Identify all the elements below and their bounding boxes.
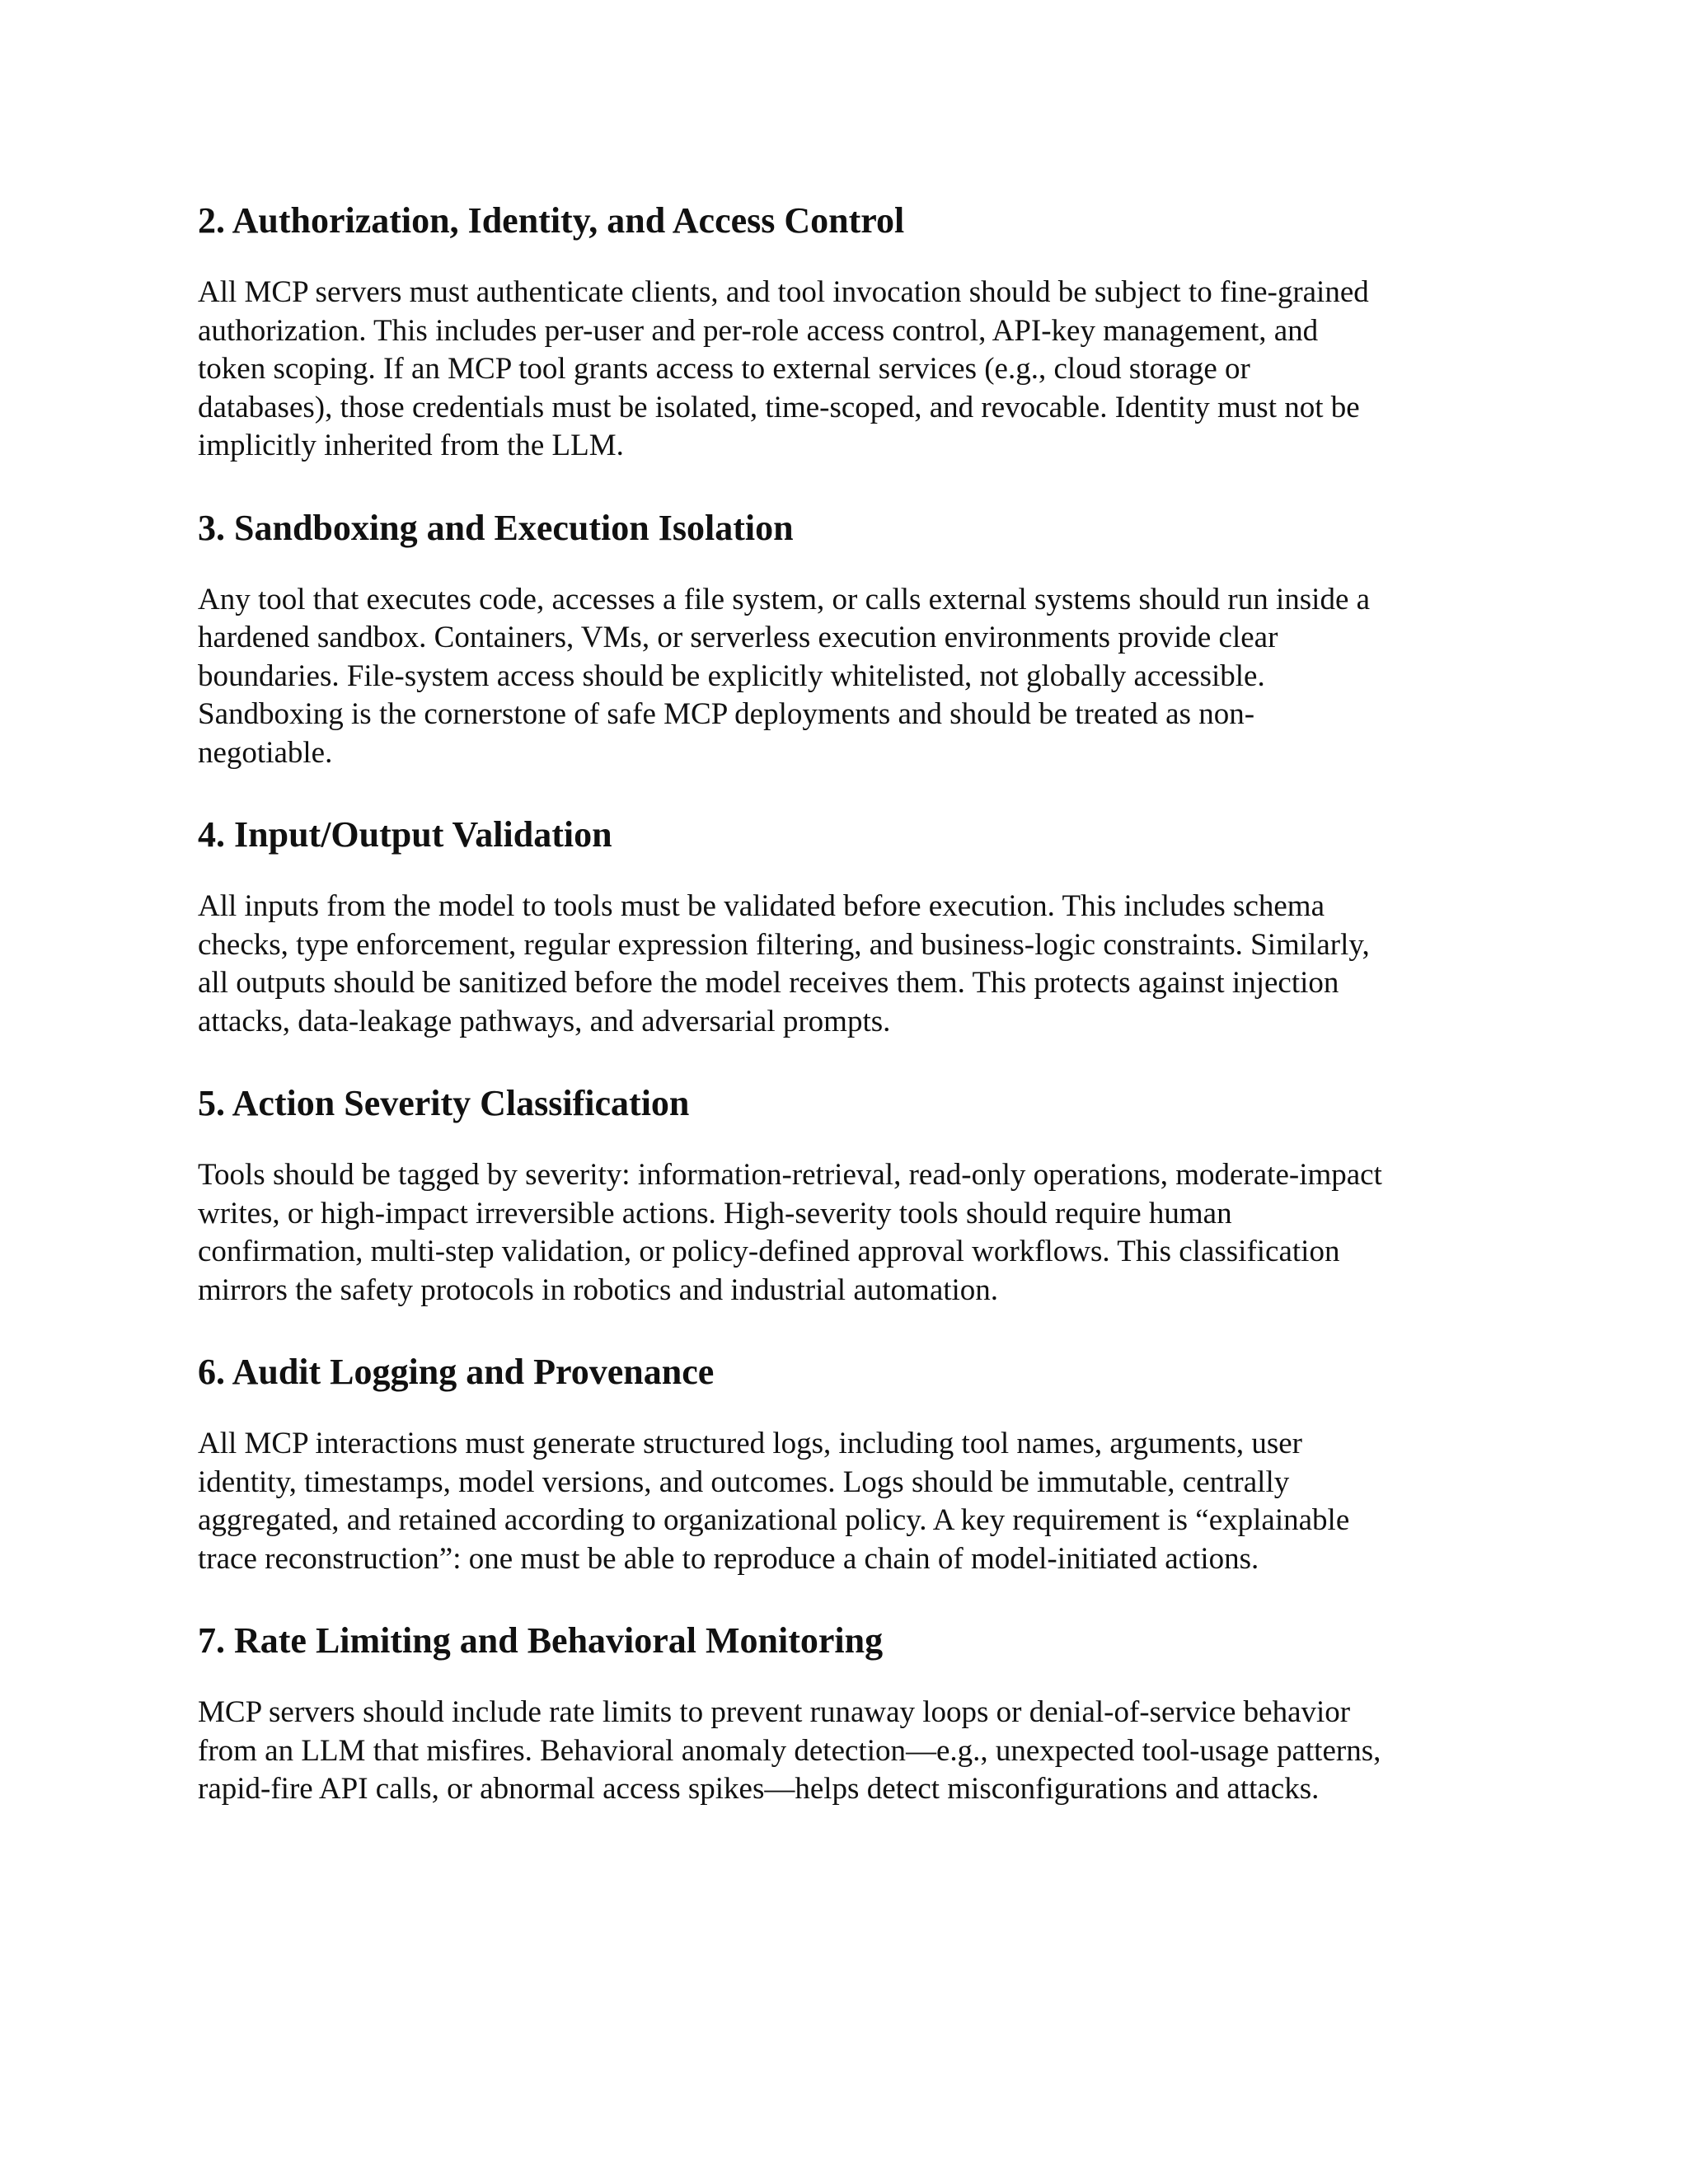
body-line: confirmation, multi-step validation, or policy-defined approval workflows. This classification	[198, 1235, 1340, 1268]
body-line: boundaries. File-system access should be explicitly whitelisted, not globally accessible.	[198, 658, 1265, 693]
section-heading: 6. Audit Logging and Provenance	[198, 1352, 715, 1392]
section-authorization	[198, 198, 1500, 466]
body-line: checks, type enforcement, regular expression filtering, and business-logic constraints. Similarly,	[198, 927, 1370, 962]
section-heading: 4. Input/Output Validation	[198, 814, 612, 855]
section-heading: 3. Sandboxing and Execution Isolation	[198, 507, 794, 548]
section-sandboxing	[198, 505, 1500, 773]
body-line: rapid-fire API calls, or abnormal access spikes—helps detect misconfigurations and attacks.	[198, 1772, 1320, 1806]
body-line: mirrors the safety protocols in robotics and industrial automation.	[198, 1272, 999, 1307]
document-content	[198, 198, 1500, 1809]
section-body	[198, 1425, 1500, 1578]
body-line: trace reconstruction”: one must be able to reproduce a chain of model-initiated actions.	[198, 1541, 1259, 1576]
section-body	[198, 1156, 1500, 1310]
section-rate-limiting	[198, 1618, 1500, 1809]
section-io-validation	[198, 812, 1500, 1041]
body-line: attacks, data-leakage pathways, and adversarial prompts.	[198, 1004, 891, 1038]
body-line: All inputs from the model to tools must be validated before execution. This includes schema	[198, 889, 1325, 923]
section-body	[198, 274, 1500, 466]
body-line: token scoping. If an MCP tool grants access to external services (e.g., cloud storage or	[198, 352, 1250, 386]
body-line: authorization. This includes per-user and per-role access control, API-key management, and	[198, 313, 1319, 348]
body-line: from an LLM that misfires. Behavioral anomaly detection—e.g., unexpected tool-usage patterns,	[198, 1733, 1381, 1768]
body-line: hardened sandbox. Containers, VMs, or serverless execution environments provide clear	[198, 621, 1278, 654]
body-line: Sandboxing is the cornerstone of safe MCP deployments and should be treated as non-	[198, 697, 1255, 731]
body-line: MCP servers should include rate limits to prevent runaway loops or denial-of-service behavior	[198, 1695, 1351, 1729]
body-line: identity, timestamps, model versions, and outcomes. Logs should be immutable, centrally	[198, 1465, 1290, 1499]
section-body	[198, 888, 1500, 1041]
body-line: databases), those credentials must be isolated, time-scoped, and revocable. Identity must not be	[198, 390, 1360, 424]
section-heading: 5. Action Severity Classification	[198, 1083, 690, 1123]
body-line: implicitly inherited from the LLM.	[198, 429, 624, 462]
body-line: Tools should be tagged by severity: information-retrieval, read-only operations, moderate-impact	[198, 1158, 1382, 1192]
body-line: aggregated, and retained according to organizational policy. A key requirement is “explainable	[198, 1503, 1350, 1537]
section-body	[198, 581, 1500, 773]
section-audit-logging	[198, 1349, 1500, 1578]
body-line: all outputs should be sanitized before the model receives them. This protects against injection	[198, 966, 1339, 1000]
body-line: All MCP interactions must generate structured logs, including tool names, arguments, user	[198, 1427, 1302, 1460]
body-line: writes, or high-impact irreversible actions. High-severity tools should require human	[198, 1196, 1232, 1230]
body-line: negotiable.	[198, 735, 333, 770]
section-severity	[198, 1080, 1500, 1310]
body-line: All MCP servers must authenticate clients, and tool invocation should be subject to fine-grained	[198, 275, 1369, 309]
section-heading: 2. Authorization, Identity, and Access Control	[198, 200, 905, 241]
section-body	[198, 1694, 1500, 1809]
section-heading: 7. Rate Limiting and Behavioral Monitoring	[198, 1620, 884, 1661]
body-line: Any tool that executes code, accesses a file system, or calls external systems should run inside a	[198, 582, 1371, 616]
